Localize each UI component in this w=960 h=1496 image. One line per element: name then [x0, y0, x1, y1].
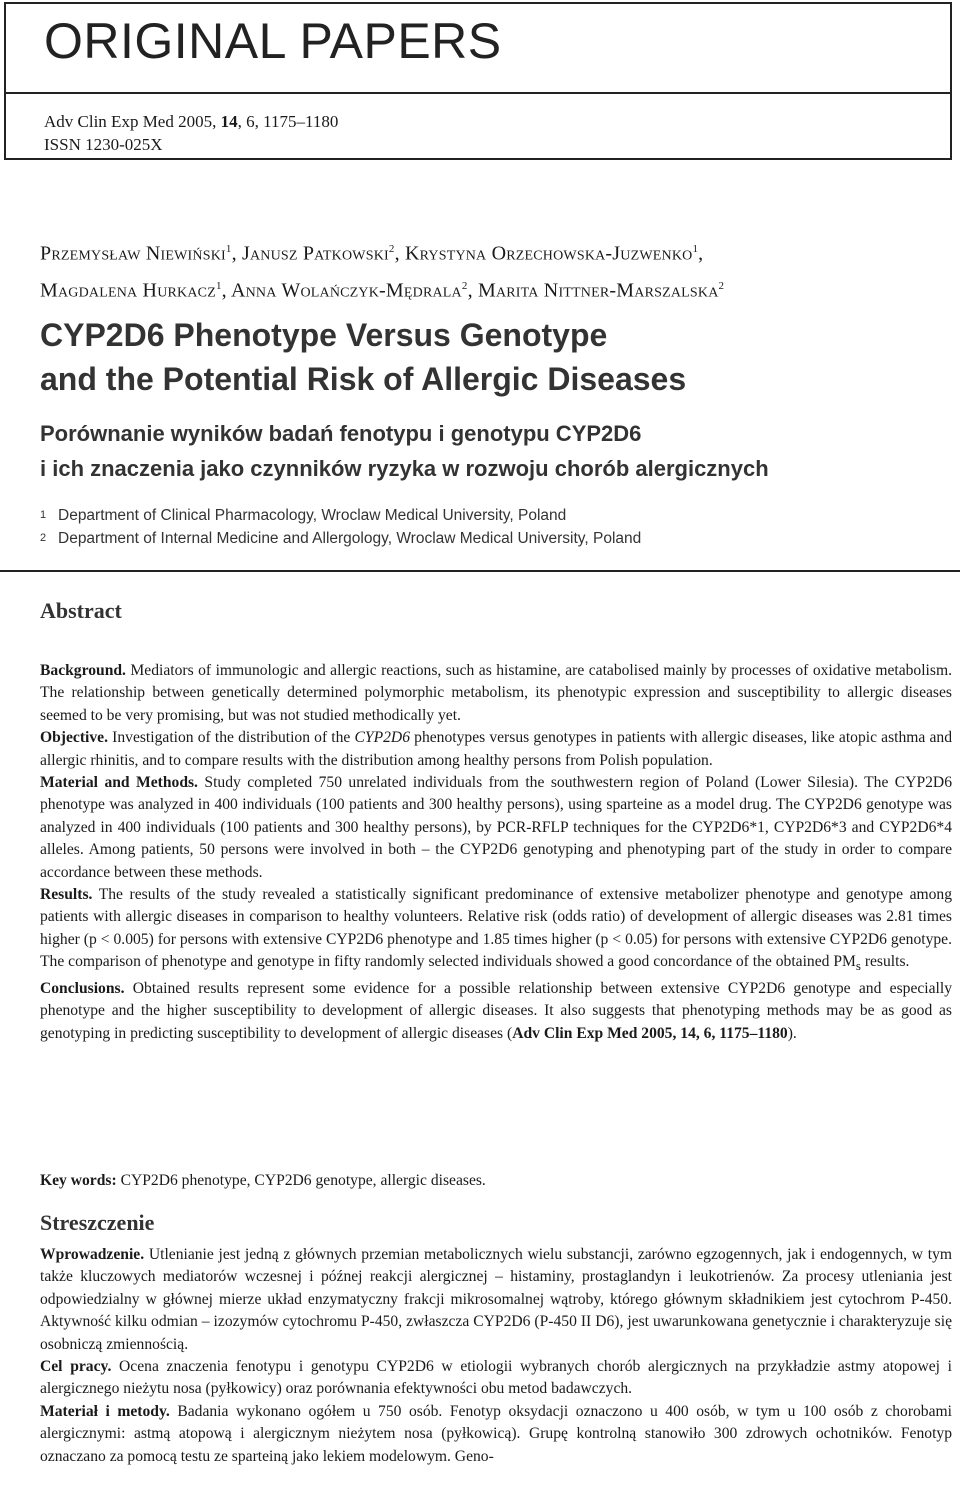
streszczenie-heading: Streszczenie [40, 1210, 155, 1235]
abstract-background: Background. Mediators of immunologic and allergic reactions, such as histamine, are catabolised mainly by processes of oxidative metabolism. The relationship between genetically determined polymorphic metabolism, its phenotypic expression and susceptibility to allergic diseases seemed to be very promising, but was not studied methodically yet. [40, 662, 952, 724]
streszczenie-body [40, 1244, 952, 1468]
article-title-polish: Porównanie wyników badań fenotypu i genotypu CYP2D6 i ich znaczenia jako czynników ryzyka w rozwoju chorób alergicznych [40, 421, 769, 481]
streszczenie-methods: Materiał i metody. Badania wykonano ogółem u 750 osób. Fenotyp oksydacji oznaczono u 400 osób, w tym u 100 osób z chorobami alergicznymi: astmą atopową i alergicznym nieżytem nosa (pyłkowicą). Grupę kontrolną stanowiło 300 zdrowych ochotników. Fenotyp oznaczano za pomocą testu ze sparteiną jako lekiem modelowym. Geno- [40, 1402, 952, 1465]
author: Marita Nittner-Marszalska [477, 279, 719, 302]
abstract-body [40, 660, 952, 1045]
author: Magdalena Hurkacz [40, 279, 216, 302]
issn: ISSN 1230-025X [44, 135, 163, 154]
affiliation-item: 1 Department of Clinical Pharmacology, Wroclaw Medical University, Poland [40, 507, 567, 524]
journal-citation: Adv Clin Exp Med 2005, 14, 6, 1175–1180 [44, 112, 339, 131]
article-title: CYP2D6 Phenotype Versus Genotype and the Potential Risk of Allergic Diseases [40, 317, 687, 397]
author: Przemysław Niewiński [40, 242, 226, 265]
streszczenie-aim: Cel pracy. Ocena znaczenia fenotypu i genotypu CYP2D6 w etiologii wybranych chorób alergicznych na przykładzie astmy atopowej i alergicznego nieżytu nosa (pyłkowicy) oraz porównania efektywności obu metod badawczych. [40, 1358, 952, 1398]
section-divider [0, 570, 960, 572]
abstract-heading: Abstract [40, 598, 122, 623]
author: Krystyna Orzechowska-Juzwenko [404, 242, 693, 265]
keywords: Key words: CYP2D6 phenotype, CYP2D6 genotype, allergic diseases. [40, 1172, 486, 1189]
section-title: ORIGINAL PAPERS [44, 13, 502, 69]
abstract-methods: Material and Methods. Study completed 750 unrelated individuals from the southwestern region of Poland (Lower Silesia). The CYP2D6 phenotype was analyzed in 400 individuals (100 patients and 300 healthy persons), using sparteine as a model drug. The CYP2D6 genotype was analyzed in 400 individuals (100 patients and 300 healthy persons), by PCR-RFLP techniques for the CYP2D6*1, CYP2D6*3 and CYP2D6*4 alleles. Among patients, 50 persons were involved in both – the CYP2D6 genotyping and phenotyping part of the study in order to compare accordance between these methods. [40, 774, 952, 881]
author: Janusz Patkowski [241, 242, 389, 265]
streszczenie-intro: Wprowadzenie. Utlenianie jest jedną z głównych przemian metabolicznych wielu substancji, zarówno egzogennych, jak i endogennych, w tym także kluczowych mediatorów wczesnej i późnej reakcji alergicznej – histaminy, prostaglandyn i leukotrienów. Za procesy utleniania jest odpowiedzialny w głównej mierze układ enzymatyczny frakcji mikrosomalnej wątroby, którego głównym składnikiem jest cytochrom P-450. Aktywność kilku odmian – izozymów cytochromu P-450, zwłaszcza CYP2D6 (P-450 II D6), jest uwarunkowana genetycznie i charakteryzuje się osobniczą zmiennością. [40, 1246, 952, 1353]
affiliations [40, 504, 940, 550]
header-divider [6, 92, 950, 94]
author: Anna Wolańczyk-Mędrala [230, 279, 462, 302]
header-box [4, 2, 952, 160]
abstract-conclusions: Conclusions. Obtained results represent some evidence for a possible relationship between extensive CYP2D6 genotype and especially phenotype and the higher susceptibility to development of allergic diseases. It also suggests that phenotyping methods may be as good as genotyping in predicting susceptibility to development of allergic diseases (Adv Clin Exp Med 2005, 14, 6, 1175–1180). [40, 979, 952, 1042]
affiliation-item: 2 Department of Internal Medicine and Allergology, Wroclaw Medical University, Poland [40, 530, 642, 547]
abstract-objective: Objective. Investigation of the distribution of the CYP2D6 phenotypes versus genotypes in patients with allergic diseases, like atopic asthma and allergic rhinitis, and to compare results with the distribution among healthy persons from Polish population. [40, 729, 952, 769]
abstract-results: Results. The results of the study revealed a statistically significant predominance of extensive metabolizer phenotype and genotype among patients with allergic diseases in comparison to healthy volunteers. Relative risk (odds ratio) of development of allergic diseases was 2.81 times higher (p < 0.005) for persons with extensive CYP2D6 phenotype and 1.85 times higher (p < 0.05) for persons with extensive CYP2D6 genotype. The comparison of phenotype and genotype in fifty randomly selected individuals showed a good concordance of the obtained $PM_s$ results. [40, 886, 953, 974]
journal-info [44, 110, 338, 156]
author-list: Przemysław Niewiński$^1$, Janusz Patkowski$^2$, Krystyna Orzechowska-Juzwenko$^1$, Magdalena Hurkacz$^1$, Anna Wolańczyk-Mędrala$^2$, Marita Nittner-Marszalska$^2$ [40, 242, 725, 302]
